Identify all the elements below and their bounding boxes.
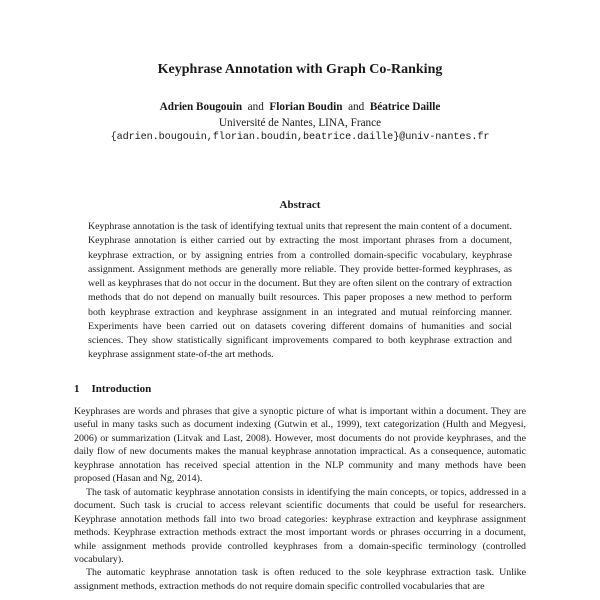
- section-title: Introduction: [91, 383, 152, 395]
- abstract-text: Keyphrase annotation is the task of identifying textual units that represent the main content of a document. Keyphrase annotation is either carried out by extracting the most important phrases from a document, keyphrase extraction, or by assigning entries from a controlled domain-specific vocabulary, keyphrase assignment. Assignment methods are generally more reliable. They provide better-formed keyphrases, as well as keyphrases that do not occur in the document. But they are often silent on the contrary of extraction methods that do not depend on manually built resources. This paper proposes a new method to perform both keyphrase extraction and keyphrase assignment in an integrated and mutual reinforcing manner. Experiments have been carried out on datasets covering different domains of humanities and social sciences. They show statistically significant improvements compared to both keyphrase extraction and keyphrase assignment state-of-the art methods.: [88, 221, 512, 361]
- abstract-heading: Abstract: [279, 199, 321, 211]
- paragraph: Keyphrases are words and phrases that give a synoptic picture of what is important within a document. They are useful in many tasks such as document indexing (Gutwin et al., 1999), text categorization (Hulth and Megyesi, 2006) or summarization (Litvak and Last, 2008). However, most documents do not provide keyphrases, and the daily flow of new documents makes the manual keyphrase annotation impractical. As a consequence, automatic keyphrase annotation has received special attention in the NLP community and many methods have been proposed (Hasan and Ng, 2014).: [74, 406, 526, 485]
- author-emails: {adrien.bougouin,florian.boudin,beatrice.daille}@univ-nantes.fr: [110, 132, 490, 143]
- author-separator: and: [348, 101, 365, 113]
- paragraph: The task of automatic keyphrase annotation consists in identifying the main concepts, or topics, addressed in a document. Such task is crucial to access relevant scientific documents that could be useful for researchers. Keyphrase annotation methods fall into two broad categories: keyphrase extraction and keyphrase assignment methods. Keyphrase extraction methods extract the most important words or phrases occurring in a document, while assignment methods provide controlled keyphrases from a domain-specific terminology (controlled vocabulary).: [74, 486, 526, 565]
- section-heading: [74, 383, 526, 395]
- affiliation: Université de Nantes, LINA, France: [218, 117, 382, 129]
- author-name: Florian Boudin: [269, 101, 343, 113]
- paper-title: Keyphrase Annotation with Graph Co-Ranking: [157, 62, 443, 77]
- introduction-body: [74, 405, 526, 593]
- author-name: Adrien Bougouin: [159, 101, 243, 113]
- author-name: Béatrice Daille: [369, 101, 441, 113]
- paragraph: The automatic keyphrase annotation task is often reduced to the sole keyphrase extraction task. Unlike assignment methods, extraction methods do not require domain specific controlled vocabularies that are: [74, 567, 526, 592]
- author-list: [0, 101, 600, 113]
- author-separator: and: [247, 101, 264, 113]
- section-number: 1: [74, 383, 80, 395]
